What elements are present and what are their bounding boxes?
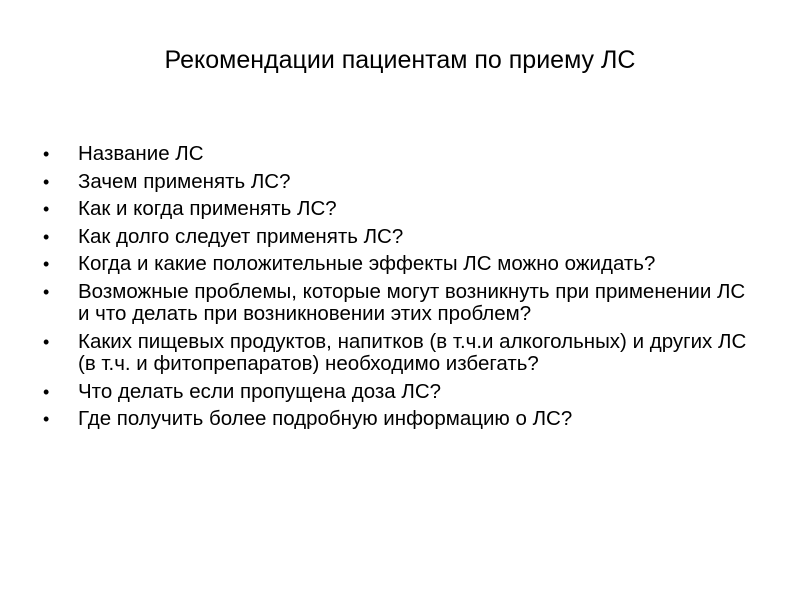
list-item-text: Возможные проблемы, которые могут возникнуть при применении ЛС и что делать при возникновении этих проблем? [78,279,746,325]
list-item [40,408,760,431]
bullet-icon: • [43,254,50,274]
bullet-icon: • [43,409,50,429]
list-item-text: Каких пищевых продуктов, напитков (в т.ч.и алкогольных) и других ЛС (в т.ч. и фитопрепаратов) необходимо избегать? [78,329,747,375]
list-item [40,226,760,249]
slide-title: Рекомендации пациентам по приему ЛС [164,46,636,74]
list-item-text: Название ЛС [78,142,204,165]
bullet-icon: • [43,331,50,352]
bullet-icon: • [43,281,50,302]
list-item [40,281,760,326]
list-item [40,381,760,404]
bullet-icon: • [43,199,50,219]
bullet-icon: • [43,226,50,247]
bullet-icon: • [43,381,50,402]
list-item [40,171,760,194]
bullet-icon: • [43,171,50,192]
list-item-text: Как долго следует применять ЛС? [78,224,404,248]
list-item [40,143,760,166]
list-item-text: Как и когда применять ЛС? [78,197,337,220]
list-item-text: Зачем применять ЛС? [78,169,291,193]
list-item [40,198,760,221]
bullet-list [40,143,760,436]
list-item-text: Что делать если пропущена доза ЛС? [78,379,442,403]
bullet-icon: • [43,144,50,164]
list-item [40,331,760,376]
list-item-text: Где получить более подробную информацию о ЛС? [78,407,573,430]
list-item [40,253,760,276]
list-item-text: Когда и какие положительные эффекты ЛС можно ожидать? [78,252,656,275]
